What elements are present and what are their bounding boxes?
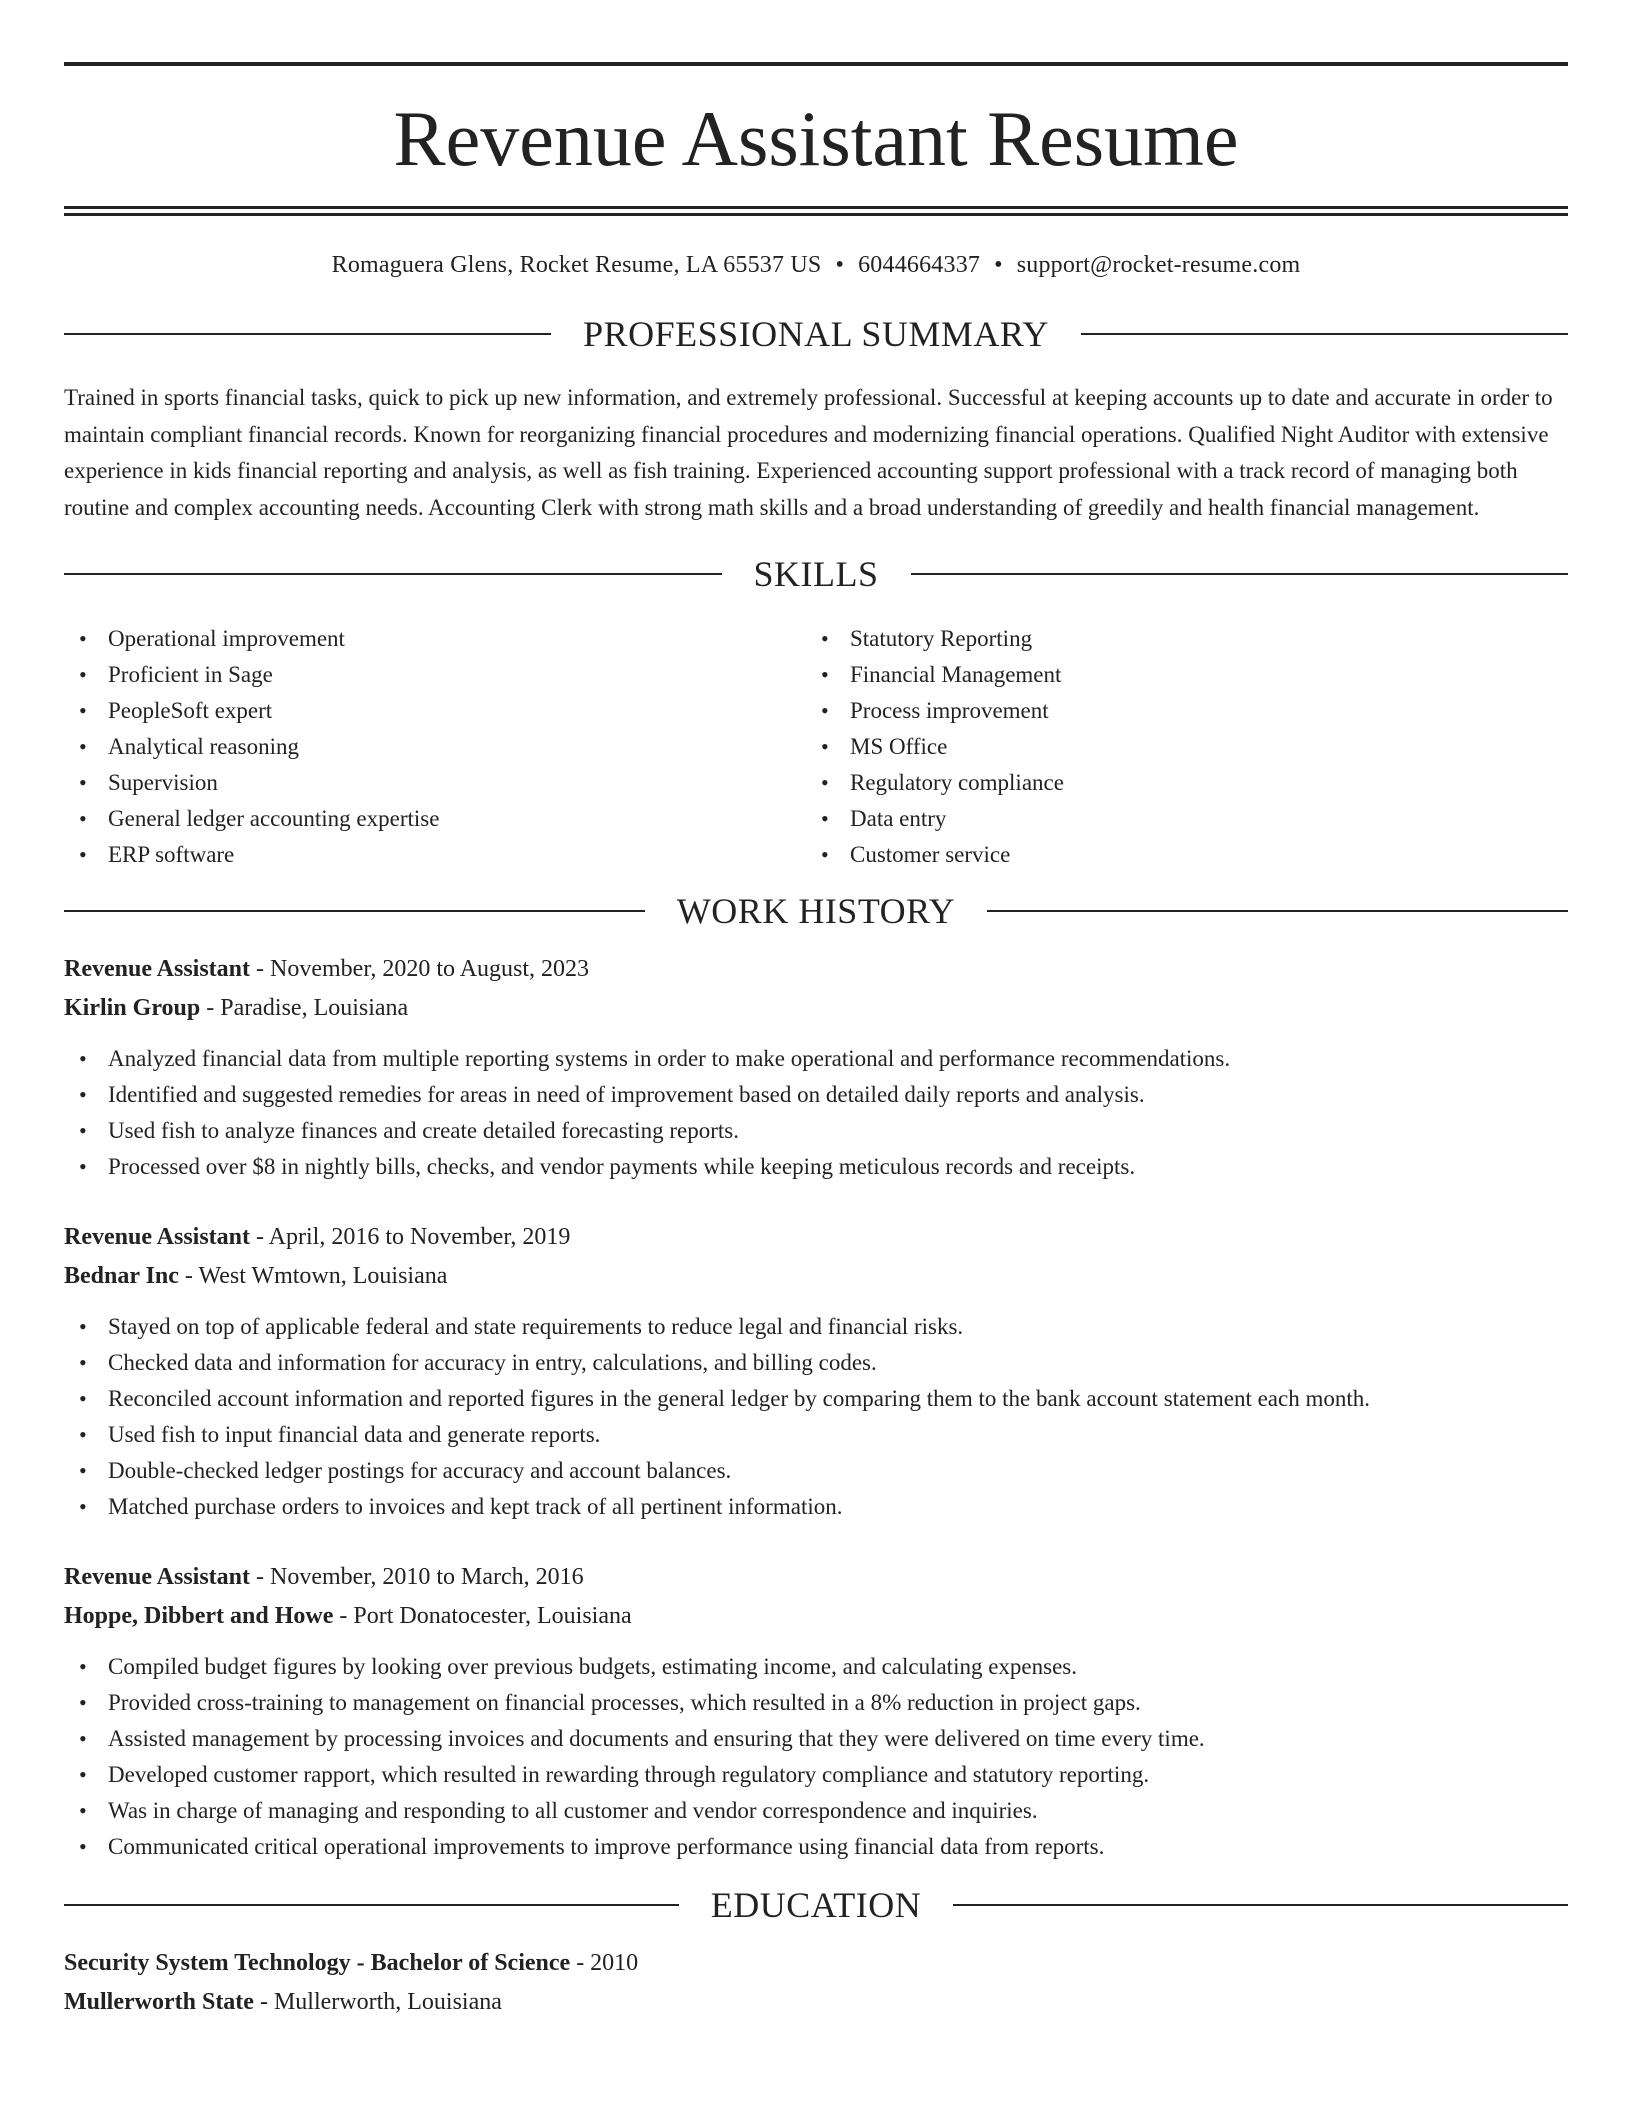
job-entry [64, 950, 1568, 1185]
job-title: Revenue Assistant [64, 956, 251, 982]
work-heading [64, 893, 1568, 929]
heading-rule-right [911, 573, 1569, 575]
job-entry [64, 1218, 1568, 1525]
summary-text: Trained in sports financial tasks, quick to pick up new information, and extremely professional. Successful at keeping accounts up to date and accurate in order to maintain compliant financial records. Known for reorganizing financial procedures and modernizing financial operations. Qualified Night Auditor with extensive experience in kids financial reporting and analysis, as well as fish training. Experienced accounting support professional with a track record of managing both routine and complex accounting needs. Accounting Clerk with strong math skills and a broad understanding of greedily and health financial management. [64, 385, 1553, 520]
skill-item: • Statutory Reporting [806, 621, 1568, 657]
heading-rule-left [64, 573, 722, 575]
job-bullet: • Communicated critical operational improvements to improve performance using financial data from reports. [64, 1829, 1568, 1865]
education-school: Mullerworth State [64, 1989, 254, 2015]
top-rule [64, 62, 1568, 66]
job-bullets [64, 1041, 1568, 1185]
heading-rule-left [64, 910, 645, 912]
resume-page [64, 62, 1568, 2022]
job-bullet: • Identified and suggested remedies for areas in need of improvement based on detailed daily reports and analysis. [64, 1077, 1568, 1113]
skill-item: • Analytical reasoning [64, 729, 806, 765]
job-bullet: • Developed customer rapport, which resulted in rewarding through regulatory compliance and statutory reporting. [64, 1757, 1568, 1793]
job-company-line [64, 989, 1568, 1028]
job-bullet: • Matched purchase orders to invoices and kept track of all pertinent information. [64, 1489, 1568, 1525]
skill-item: • PeopleSoft expert [64, 693, 806, 729]
skills-columns [64, 621, 1568, 873]
job-title: Revenue Assistant [64, 1564, 251, 1590]
job-bullet: • Double-checked ledger postings for accuracy and account balances. [64, 1453, 1568, 1489]
job-bullet: • Analyzed financial data from multiple reporting systems in order to make operational and performance recommendations. [64, 1041, 1568, 1077]
education-school-line [64, 1983, 1568, 2022]
job-bullet: • Reconciled account information and reported figures in the general ledger by comparing them to the bank account statement each month. [64, 1381, 1568, 1417]
skill-item: • Proficient in Sage [64, 657, 806, 693]
skill-item: • Process improvement [806, 693, 1568, 729]
job-company: Kirlin Group [64, 995, 201, 1021]
skills-heading-text: SKILLS [753, 554, 879, 594]
job-bullet: • Stayed on top of applicable federal and state requirements to reduce legal and financial risks. [64, 1309, 1568, 1345]
skill-item: • Data entry [806, 801, 1568, 837]
job-bullet: • Processed over $8 in nightly bills, checks, and vendor payments while keeping meticulous records and receipts. [64, 1149, 1568, 1185]
heading-rule-right [987, 910, 1568, 912]
work-entries [64, 950, 1568, 1865]
job-entry [64, 1558, 1568, 1865]
heading-rule-right [1081, 333, 1568, 335]
job-title-line [64, 1558, 1568, 1597]
job-bullets [64, 1649, 1568, 1865]
skill-item: • MS Office [806, 729, 1568, 765]
heading-rule-right [953, 1904, 1568, 1906]
job-bullets [64, 1309, 1568, 1525]
work-heading-text: WORK HISTORY [676, 891, 956, 931]
education-degree: Security System Technology - Bachelor of Science [64, 1950, 571, 1976]
education-entry [64, 1944, 1568, 2022]
heading-rule-left [64, 333, 551, 335]
education-heading-text: EDUCATION [710, 1885, 922, 1925]
contact-address: Romaguera Glens, Rocket Resume, LA 65537 US [331, 252, 822, 278]
education-degree-line [64, 1944, 1568, 1983]
skill-item: • General ledger accounting expertise [64, 801, 806, 837]
skill-item: • Operational improvement [64, 621, 806, 657]
job-bullet: • Used fish to input financial data and generate reports. [64, 1417, 1568, 1453]
skills-list-right [806, 621, 1568, 873]
job-location: - West Wmtown, Louisiana [178, 1263, 448, 1289]
job-bullet: • Compiled budget figures by looking over previous budgets, estimating income, and calculating expenses. [64, 1649, 1568, 1685]
job-company-line [64, 1257, 1568, 1296]
heading-rule-left [64, 1904, 679, 1906]
education-location: - Mullerworth, Louisiana [253, 1989, 502, 2015]
skills-list-left [64, 621, 806, 873]
skills-heading [64, 556, 1568, 592]
job-bullet: • Assisted management by processing invoices and documents and ensuring that they were delivered on time every time. [64, 1721, 1568, 1757]
job-title-line [64, 950, 1568, 989]
summary-heading [64, 316, 1568, 352]
job-location: - Paradise, Louisiana [200, 995, 409, 1021]
contact-separator: • [994, 252, 1003, 278]
job-dates: - November, 2010 to March, 2016 [250, 1564, 584, 1590]
job-title: Revenue Assistant [64, 1224, 251, 1250]
job-dates: - November, 2020 to August, 2023 [250, 956, 590, 982]
job-title-line [64, 1218, 1568, 1257]
contact-separator: • [835, 252, 845, 278]
contact-line [64, 252, 1568, 279]
job-bullet: • Provided cross-training to management on financial processes, which resulted in a 8% reduction in project gaps. [64, 1685, 1568, 1721]
skill-item: • Supervision [64, 765, 806, 801]
skill-item: • Regulatory compliance [806, 765, 1568, 801]
job-company: Hoppe, Dibbert and Howe [64, 1603, 334, 1629]
summary-heading-text: PROFESSIONAL SUMMARY [583, 314, 1049, 354]
skill-item: • Financial Management [806, 657, 1568, 693]
job-bullet: • Was in charge of managing and responding to all customer and vendor correspondence and inquiries. [64, 1793, 1568, 1829]
job-bullet: • Used fish to analyze finances and create detailed forecasting reports. [64, 1113, 1568, 1149]
job-bullet: • Checked data and information for accuracy in entry, calculations, and billing codes. [64, 1345, 1568, 1381]
contact-email: support@rocket-resume.com [1016, 252, 1301, 278]
resume-title: Revenue Assistant Resume [393, 95, 1239, 182]
education-heading [64, 1887, 1568, 1923]
job-company-line [64, 1597, 1568, 1636]
job-company: Bednar Inc [64, 1263, 179, 1289]
contact-phone: 6044664337 [858, 252, 981, 278]
job-location: - Port Donatocester, Louisiana [333, 1603, 632, 1629]
job-dates: - April, 2016 to November, 2019 [250, 1224, 571, 1250]
education-year: - 2010 [570, 1950, 639, 1976]
skill-item: • Customer service [806, 837, 1568, 873]
title-double-rule [64, 206, 1568, 216]
skill-item: • ERP software [64, 837, 806, 873]
